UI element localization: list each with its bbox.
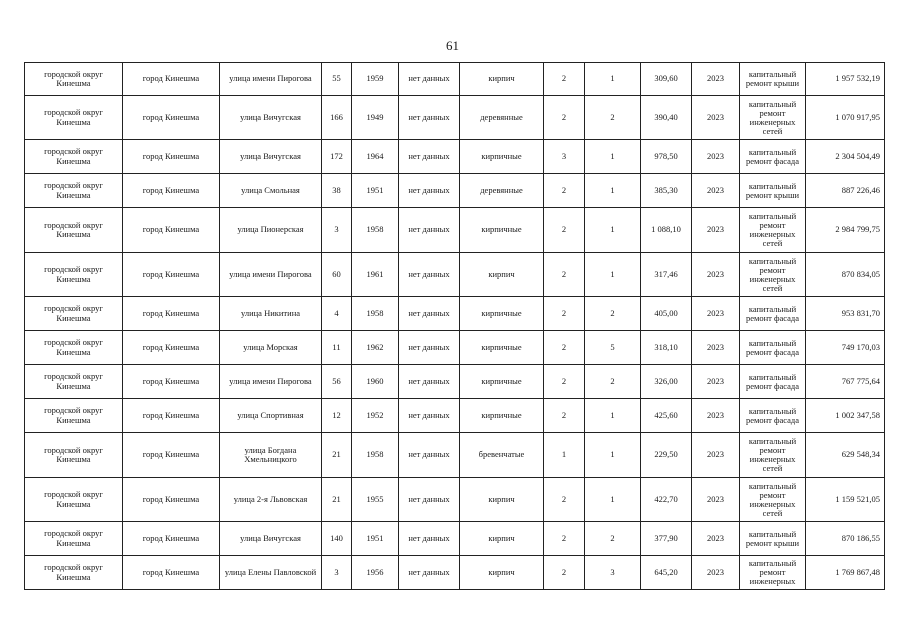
cell-floors: 2 xyxy=(544,556,585,590)
cell-house-number: 21 xyxy=(322,433,352,478)
cell-plan-year: 2023 xyxy=(692,297,740,331)
cell-cost: 870 186,55 xyxy=(806,522,885,556)
table-row xyxy=(25,96,885,140)
cell-house-number: 56 xyxy=(322,365,352,399)
table-row xyxy=(25,174,885,208)
cell-entrances: 1 xyxy=(585,253,641,297)
cell-wall-material: кирпичные xyxy=(460,331,544,365)
cell-district: городской округ Кинешма xyxy=(25,399,123,433)
cell-entrances: 1 xyxy=(585,478,641,522)
cell-city: город Кинешма xyxy=(123,399,220,433)
cell-street: улица Вичугская xyxy=(220,140,322,174)
cell-year-built: 1958 xyxy=(352,433,399,478)
cell-floors: 3 xyxy=(544,140,585,174)
cell-city: город Кинешма xyxy=(123,208,220,253)
cell-cost: 1 769 867,48 xyxy=(806,556,885,590)
cell-year-built: 1958 xyxy=(352,208,399,253)
cell-info: нет данных xyxy=(399,63,460,96)
cell-street: улица Богдана Хмельницкого xyxy=(220,433,322,478)
cell-district: городской округ Кинешма xyxy=(25,297,123,331)
cell-wall-material: кирпичные xyxy=(460,399,544,433)
cell-year-built: 1959 xyxy=(352,63,399,96)
cell-info: нет данных xyxy=(399,140,460,174)
cell-plan-year: 2023 xyxy=(692,253,740,297)
cell-area: 405,00 xyxy=(641,297,692,331)
cell-city: город Кинешма xyxy=(123,63,220,96)
table-row xyxy=(25,478,885,522)
cell-house-number: 60 xyxy=(322,253,352,297)
cell-house-number: 4 xyxy=(322,297,352,331)
cell-city: город Кинешма xyxy=(123,331,220,365)
cell-area: 229,50 xyxy=(641,433,692,478)
cell-wall-material: бревенчатые xyxy=(460,433,544,478)
cell-district: городской округ Кинешма xyxy=(25,365,123,399)
cell-district: городской округ Кинешма xyxy=(25,96,123,140)
housing-repair-table xyxy=(24,62,885,590)
cell-entrances: 5 xyxy=(585,331,641,365)
cell-plan-year: 2023 xyxy=(692,478,740,522)
cell-cost: 2 984 799,75 xyxy=(806,208,885,253)
cell-plan-year: 2023 xyxy=(692,399,740,433)
cell-house-number: 166 xyxy=(322,96,352,140)
cell-street: улица Пионерская xyxy=(220,208,322,253)
cell-cost: 1 070 917,95 xyxy=(806,96,885,140)
cell-year-built: 1958 xyxy=(352,297,399,331)
cell-wall-material: кирпич xyxy=(460,253,544,297)
cell-year-built: 1951 xyxy=(352,522,399,556)
cell-plan-year: 2023 xyxy=(692,365,740,399)
cell-area: 326,00 xyxy=(641,365,692,399)
cell-plan-year: 2023 xyxy=(692,140,740,174)
cell-work-type: капитальный ремонт инженерных сетей xyxy=(740,96,806,140)
cell-year-built: 1956 xyxy=(352,556,399,590)
cell-city: город Кинешма xyxy=(123,174,220,208)
cell-entrances: 2 xyxy=(585,365,641,399)
cell-cost: 2 304 504,49 xyxy=(806,140,885,174)
cell-info: нет данных xyxy=(399,297,460,331)
cell-wall-material: кирпичные xyxy=(460,208,544,253)
cell-work-type: капитальный ремонт фасада xyxy=(740,297,806,331)
cell-info: нет данных xyxy=(399,478,460,522)
cell-area: 318,10 xyxy=(641,331,692,365)
cell-floors: 2 xyxy=(544,63,585,96)
cell-district: городской округ Кинешма xyxy=(25,253,123,297)
cell-cost: 887 226,46 xyxy=(806,174,885,208)
cell-entrances: 2 xyxy=(585,96,641,140)
table-row xyxy=(25,253,885,297)
cell-district: городской округ Кинешма xyxy=(25,331,123,365)
cell-city: город Кинешма xyxy=(123,96,220,140)
cell-street: улица имени Пирогова xyxy=(220,253,322,297)
table-row xyxy=(25,556,885,590)
cell-district: городской округ Кинешма xyxy=(25,522,123,556)
cell-work-type: капитальный ремонт инженерных сетей xyxy=(740,208,806,253)
table-row xyxy=(25,522,885,556)
cell-house-number: 38 xyxy=(322,174,352,208)
cell-wall-material: кирпич xyxy=(460,63,544,96)
cell-wall-material: кирпичные xyxy=(460,140,544,174)
cell-street: улица Смольная xyxy=(220,174,322,208)
cell-area: 425,60 xyxy=(641,399,692,433)
cell-city: город Кинешма xyxy=(123,297,220,331)
cell-entrances: 1 xyxy=(585,63,641,96)
cell-year-built: 1949 xyxy=(352,96,399,140)
cell-info: нет данных xyxy=(399,399,460,433)
cell-floors: 2 xyxy=(544,297,585,331)
table-row xyxy=(25,399,885,433)
cell-street: улица Вичугская xyxy=(220,522,322,556)
cell-plan-year: 2023 xyxy=(692,522,740,556)
cell-info: нет данных xyxy=(399,522,460,556)
cell-plan-year: 2023 xyxy=(692,556,740,590)
cell-wall-material: кирпич xyxy=(460,522,544,556)
cell-plan-year: 2023 xyxy=(692,63,740,96)
cell-wall-material: кирпич xyxy=(460,478,544,522)
cell-area: 978,50 xyxy=(641,140,692,174)
cell-house-number: 3 xyxy=(322,208,352,253)
cell-work-type: капитальный ремонт фасада xyxy=(740,331,806,365)
cell-city: город Кинешма xyxy=(123,253,220,297)
cell-cost: 749 170,03 xyxy=(806,331,885,365)
cell-info: нет данных xyxy=(399,208,460,253)
table-row xyxy=(25,433,885,478)
cell-street: улица Морская xyxy=(220,331,322,365)
cell-work-type: капитальный ремонт крыши xyxy=(740,63,806,96)
cell-floors: 2 xyxy=(544,522,585,556)
cell-house-number: 172 xyxy=(322,140,352,174)
cell-floors: 2 xyxy=(544,478,585,522)
cell-info: нет данных xyxy=(399,174,460,208)
cell-work-type: капитальный ремонт инженерных сетей xyxy=(740,478,806,522)
cell-entrances: 1 xyxy=(585,208,641,253)
cell-district: городской округ Кинешма xyxy=(25,433,123,478)
cell-year-built: 1952 xyxy=(352,399,399,433)
cell-street: улица имени Пирогова xyxy=(220,365,322,399)
cell-district: городской округ Кинешма xyxy=(25,208,123,253)
cell-work-type: капитальный ремонт инженерных сетей xyxy=(740,253,806,297)
cell-house-number: 55 xyxy=(322,63,352,96)
cell-street: улица Никитина xyxy=(220,297,322,331)
cell-city: город Кинешма xyxy=(123,140,220,174)
cell-wall-material: кирпич xyxy=(460,556,544,590)
cell-work-type: капитальный ремонт фасада xyxy=(740,399,806,433)
cell-year-built: 1964 xyxy=(352,140,399,174)
cell-area: 422,70 xyxy=(641,478,692,522)
table-row xyxy=(25,365,885,399)
cell-year-built: 1960 xyxy=(352,365,399,399)
table-row xyxy=(25,208,885,253)
cell-street: улица Вичугская xyxy=(220,96,322,140)
cell-cost: 629 548,34 xyxy=(806,433,885,478)
cell-work-type: капитальный ремонт фасада xyxy=(740,365,806,399)
cell-plan-year: 2023 xyxy=(692,174,740,208)
cell-plan-year: 2023 xyxy=(692,96,740,140)
cell-floors: 2 xyxy=(544,253,585,297)
cell-info: нет данных xyxy=(399,253,460,297)
cell-floors: 1 xyxy=(544,433,585,478)
cell-district: городской округ Кинешма xyxy=(25,556,123,590)
cell-floors: 2 xyxy=(544,174,585,208)
cell-info: нет данных xyxy=(399,556,460,590)
table-body xyxy=(25,63,885,590)
cell-info: нет данных xyxy=(399,96,460,140)
cell-district: городской округ Кинешма xyxy=(25,140,123,174)
cell-wall-material: кирпичные xyxy=(460,297,544,331)
cell-work-type: капитальный ремонт крыши xyxy=(740,174,806,208)
cell-city: город Кинешма xyxy=(123,433,220,478)
cell-city: город Кинешма xyxy=(123,556,220,590)
cell-cost: 1 957 532,19 xyxy=(806,63,885,96)
cell-entrances: 2 xyxy=(585,522,641,556)
cell-info: нет данных xyxy=(399,365,460,399)
cell-floors: 2 xyxy=(544,399,585,433)
cell-street: улица Елены Павловской xyxy=(220,556,322,590)
cell-year-built: 1962 xyxy=(352,331,399,365)
cell-street: улица имени Пирогова xyxy=(220,63,322,96)
cell-work-type: капитальный ремонт инженерных xyxy=(740,556,806,590)
cell-city: город Кинешма xyxy=(123,478,220,522)
cell-work-type: капитальный ремонт фасада xyxy=(740,140,806,174)
cell-area: 377,90 xyxy=(641,522,692,556)
cell-year-built: 1951 xyxy=(352,174,399,208)
cell-house-number: 3 xyxy=(322,556,352,590)
cell-work-type: капитальный ремонт крыши xyxy=(740,522,806,556)
cell-wall-material: кирпичные xyxy=(460,365,544,399)
cell-floors: 2 xyxy=(544,365,585,399)
cell-area: 390,40 xyxy=(641,96,692,140)
cell-house-number: 12 xyxy=(322,399,352,433)
cell-district: городской округ Кинешма xyxy=(25,174,123,208)
cell-area: 309,60 xyxy=(641,63,692,96)
cell-house-number: 21 xyxy=(322,478,352,522)
cell-cost: 1 002 347,58 xyxy=(806,399,885,433)
cell-floors: 2 xyxy=(544,96,585,140)
cell-entrances: 1 xyxy=(585,140,641,174)
cell-year-built: 1955 xyxy=(352,478,399,522)
cell-plan-year: 2023 xyxy=(692,433,740,478)
page-number: 61 xyxy=(446,38,459,53)
cell-entrances: 1 xyxy=(585,433,641,478)
cell-wall-material: деревянные xyxy=(460,174,544,208)
cell-info: нет данных xyxy=(399,331,460,365)
cell-area: 1 088,10 xyxy=(641,208,692,253)
cell-area: 317,46 xyxy=(641,253,692,297)
table-row xyxy=(25,140,885,174)
cell-area: 385,30 xyxy=(641,174,692,208)
cell-cost: 870 834,05 xyxy=(806,253,885,297)
cell-entrances: 3 xyxy=(585,556,641,590)
table-row xyxy=(25,331,885,365)
cell-floors: 2 xyxy=(544,208,585,253)
cell-house-number: 11 xyxy=(322,331,352,365)
cell-city: город Кинешма xyxy=(123,365,220,399)
cell-cost: 767 775,64 xyxy=(806,365,885,399)
cell-work-type: капитальный ремонт инженерных сетей xyxy=(740,433,806,478)
table-row xyxy=(25,297,885,331)
cell-cost: 953 831,70 xyxy=(806,297,885,331)
cell-plan-year: 2023 xyxy=(692,331,740,365)
cell-area: 645,20 xyxy=(641,556,692,590)
cell-year-built: 1961 xyxy=(352,253,399,297)
cell-house-number: 140 xyxy=(322,522,352,556)
cell-info: нет данных xyxy=(399,433,460,478)
cell-floors: 2 xyxy=(544,331,585,365)
cell-district: городской округ Кинешма xyxy=(25,478,123,522)
cell-cost: 1 159 521,05 xyxy=(806,478,885,522)
cell-street: улица Спортивная xyxy=(220,399,322,433)
cell-entrances: 1 xyxy=(585,174,641,208)
cell-entrances: 2 xyxy=(585,297,641,331)
table-row xyxy=(25,63,885,96)
cell-city: город Кинешма xyxy=(123,522,220,556)
cell-district: городской округ Кинешма xyxy=(25,63,123,96)
cell-street: улица 2-я Львовская xyxy=(220,478,322,522)
cell-plan-year: 2023 xyxy=(692,208,740,253)
cell-entrances: 1 xyxy=(585,399,641,433)
cell-wall-material: деревянные xyxy=(460,96,544,140)
